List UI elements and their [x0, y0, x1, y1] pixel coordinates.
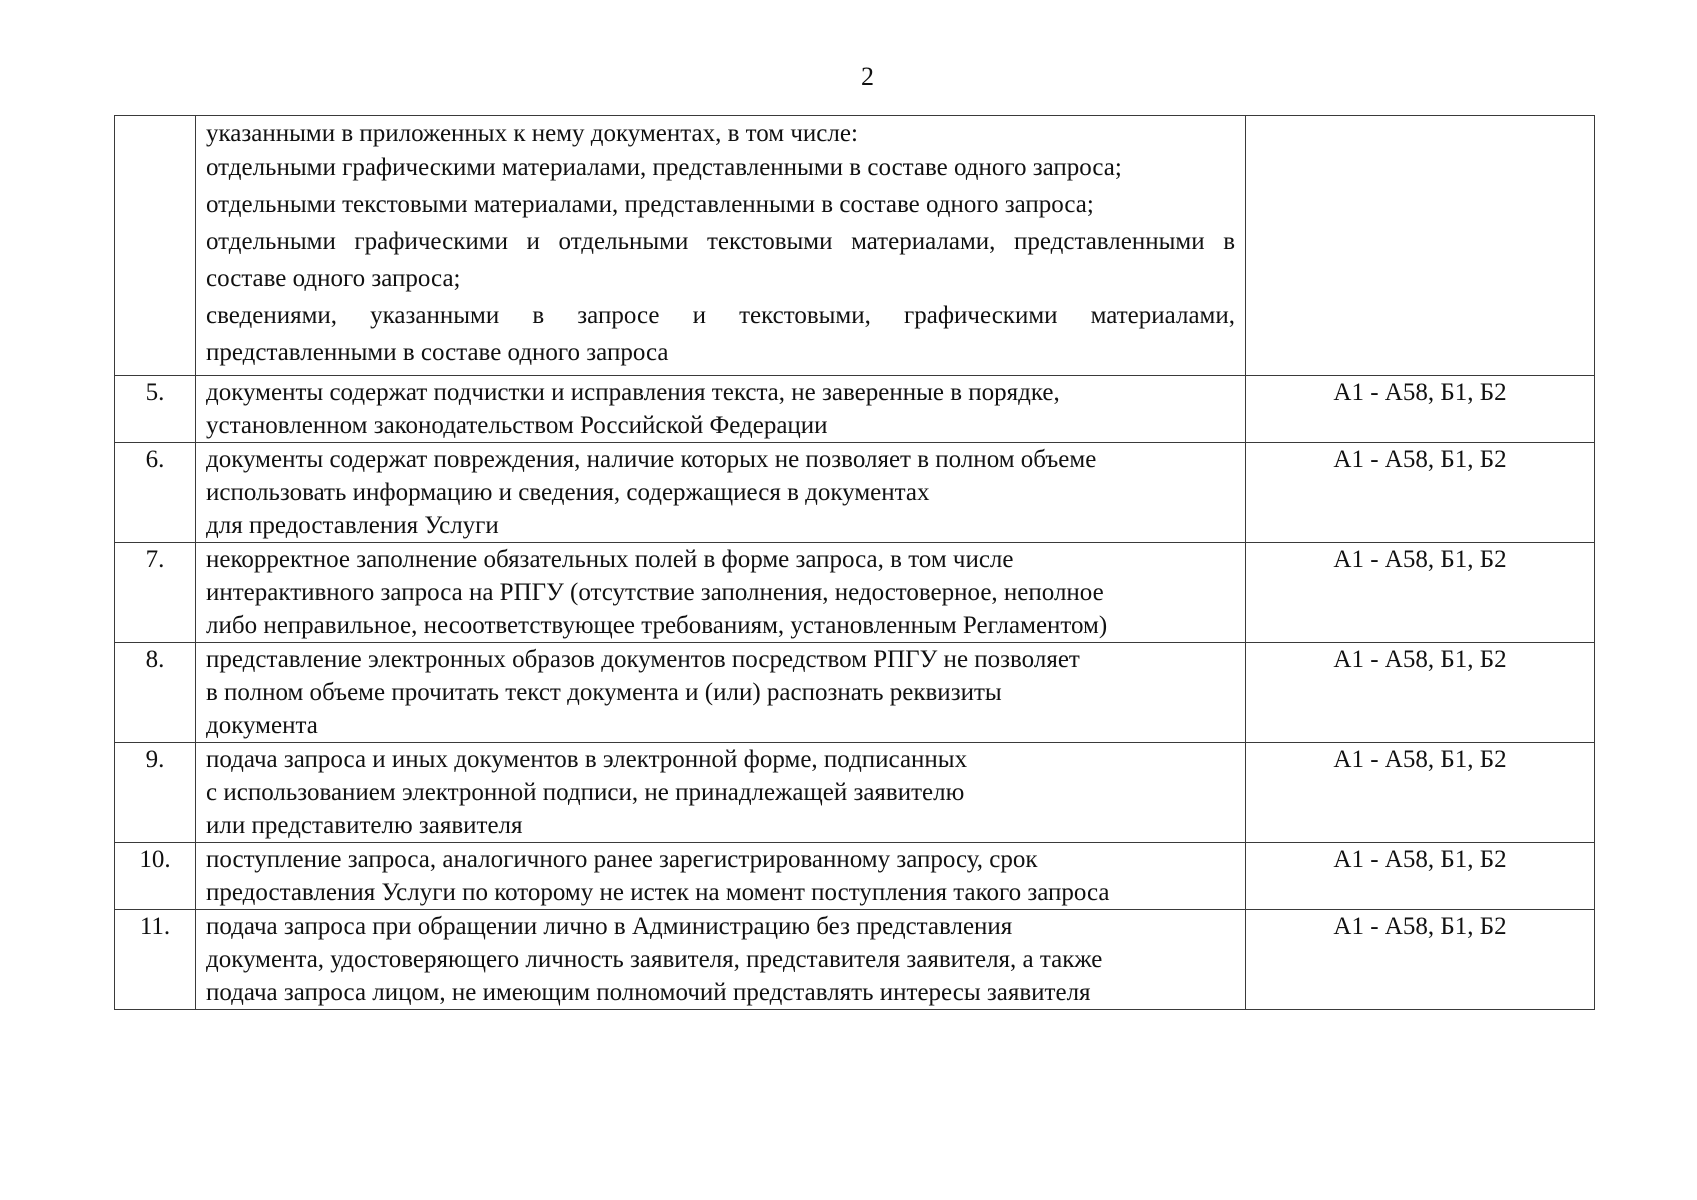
row-reference-cell: А1 - А58, Б1, Б2: [1246, 443, 1595, 543]
text-line: документа: [206, 712, 318, 739]
table-row: [115, 910, 1595, 1010]
row-text-cell: [196, 643, 1246, 743]
table-row: [115, 643, 1595, 743]
row-number-cell: 9.: [115, 743, 196, 843]
text-line: представление электронных образов документов посредством РПГУ не позволяет: [206, 646, 1080, 673]
text-line: использовать информацию и сведения, содержащиеся в документах: [206, 479, 930, 506]
text-line: или представителю заявителя: [206, 812, 523, 839]
text-line: интерактивного запроса на РПГУ (отсутствие заполнения, недостоверное, неполное: [206, 579, 1104, 606]
row-reference-cell: А1 - А58, Б1, Б2: [1246, 910, 1595, 1010]
row-text-cell: [196, 543, 1246, 643]
row-text-cell: [196, 743, 1246, 843]
refusal-grounds-table: [114, 115, 1595, 1010]
row-number-cell: 8.: [115, 643, 196, 743]
row-number-cell: [115, 116, 196, 376]
text-line: отдельными графическими материалами, представленными в составе одного запроса;: [206, 154, 1122, 181]
row-reference-cell: А1 - А58, Б1, Б2: [1246, 543, 1595, 643]
row-number-cell: 5.: [115, 376, 196, 443]
text-line: в полном объеме прочитать текст документа и (или) распознать реквизиты: [206, 679, 1002, 706]
row-reference-cell: А1 - А58, Б1, Б2: [1246, 643, 1595, 743]
text-line: отдельными текстовыми материалами, представленными в составе одного запроса;: [206, 191, 1094, 218]
text-line: для предоставления Услуги: [206, 512, 499, 539]
text-line: указанными в приложенных к нему документах, в том числе:: [206, 120, 858, 147]
table-row: [115, 443, 1595, 543]
text-line: сведениями, указанными в запросе и текстовыми, графическими материалами, представленными в составе одного запроса: [206, 302, 1235, 366]
table-row: [115, 543, 1595, 643]
text-line: подача запроса лицом, не имеющим полномочий представлять интересы заявителя: [206, 979, 1091, 1006]
table-row: [115, 743, 1595, 843]
row-text-cell: [196, 376, 1246, 443]
row-reference-cell: А1 - А58, Б1, Б2: [1246, 743, 1595, 843]
row-number-cell: 7.: [115, 543, 196, 643]
text-line: либо неправильное, несоответствующее требованиям, установленным Регламентом): [206, 612, 1108, 639]
row-number-cell: 11.: [115, 910, 196, 1010]
text-line: поступление запроса, аналогичного ранее зарегистрированному запросу, срок: [206, 846, 1038, 873]
row-reference-cell: [1246, 116, 1595, 376]
table-row-continuation: [115, 116, 1595, 376]
text-line: предоставления Услуги по которому не истек на момент поступления такого запроса: [206, 879, 1110, 906]
row-reference-cell: А1 - А58, Б1, Б2: [1246, 376, 1595, 443]
row-number-cell: 10.: [115, 843, 196, 910]
text-line: документы содержат подчистки и исправления текста, не заверенные в порядке,: [206, 379, 1060, 406]
row-number-cell: 6.: [115, 443, 196, 543]
text-line: подача запроса и иных документов в электронной форме, подписанных: [206, 746, 968, 773]
table-row: [115, 376, 1595, 443]
row-text-cell: [196, 843, 1246, 910]
table-row: [115, 843, 1595, 910]
row-text-cell: [196, 443, 1246, 543]
row-text-cell: [196, 116, 1246, 376]
text-line: отдельными графическими и отдельными текстовыми материалами, представленными в составе одного запроса;: [206, 228, 1235, 292]
row-reference-cell: А1 - А58, Б1, Б2: [1246, 843, 1595, 910]
text-line: некорректное заполнение обязательных полей в форме запроса, в том числе: [206, 546, 1014, 573]
text-line: установленном законодательством Российской Федерации: [206, 412, 828, 439]
text-line: документа, удостоверяющего личность заявителя, представителя заявителя, а также: [206, 946, 1103, 973]
row-text-cell: [196, 910, 1246, 1010]
text-line: подача запроса при обращении лично в Администрацию без представления: [206, 913, 1013, 940]
page-number: 2: [861, 62, 874, 91]
text-line: документы содержат повреждения, наличие которых не позволяет в полном объеме: [206, 446, 1097, 473]
text-line: с использованием электронной подписи, не принадлежащей заявителю: [206, 779, 965, 806]
